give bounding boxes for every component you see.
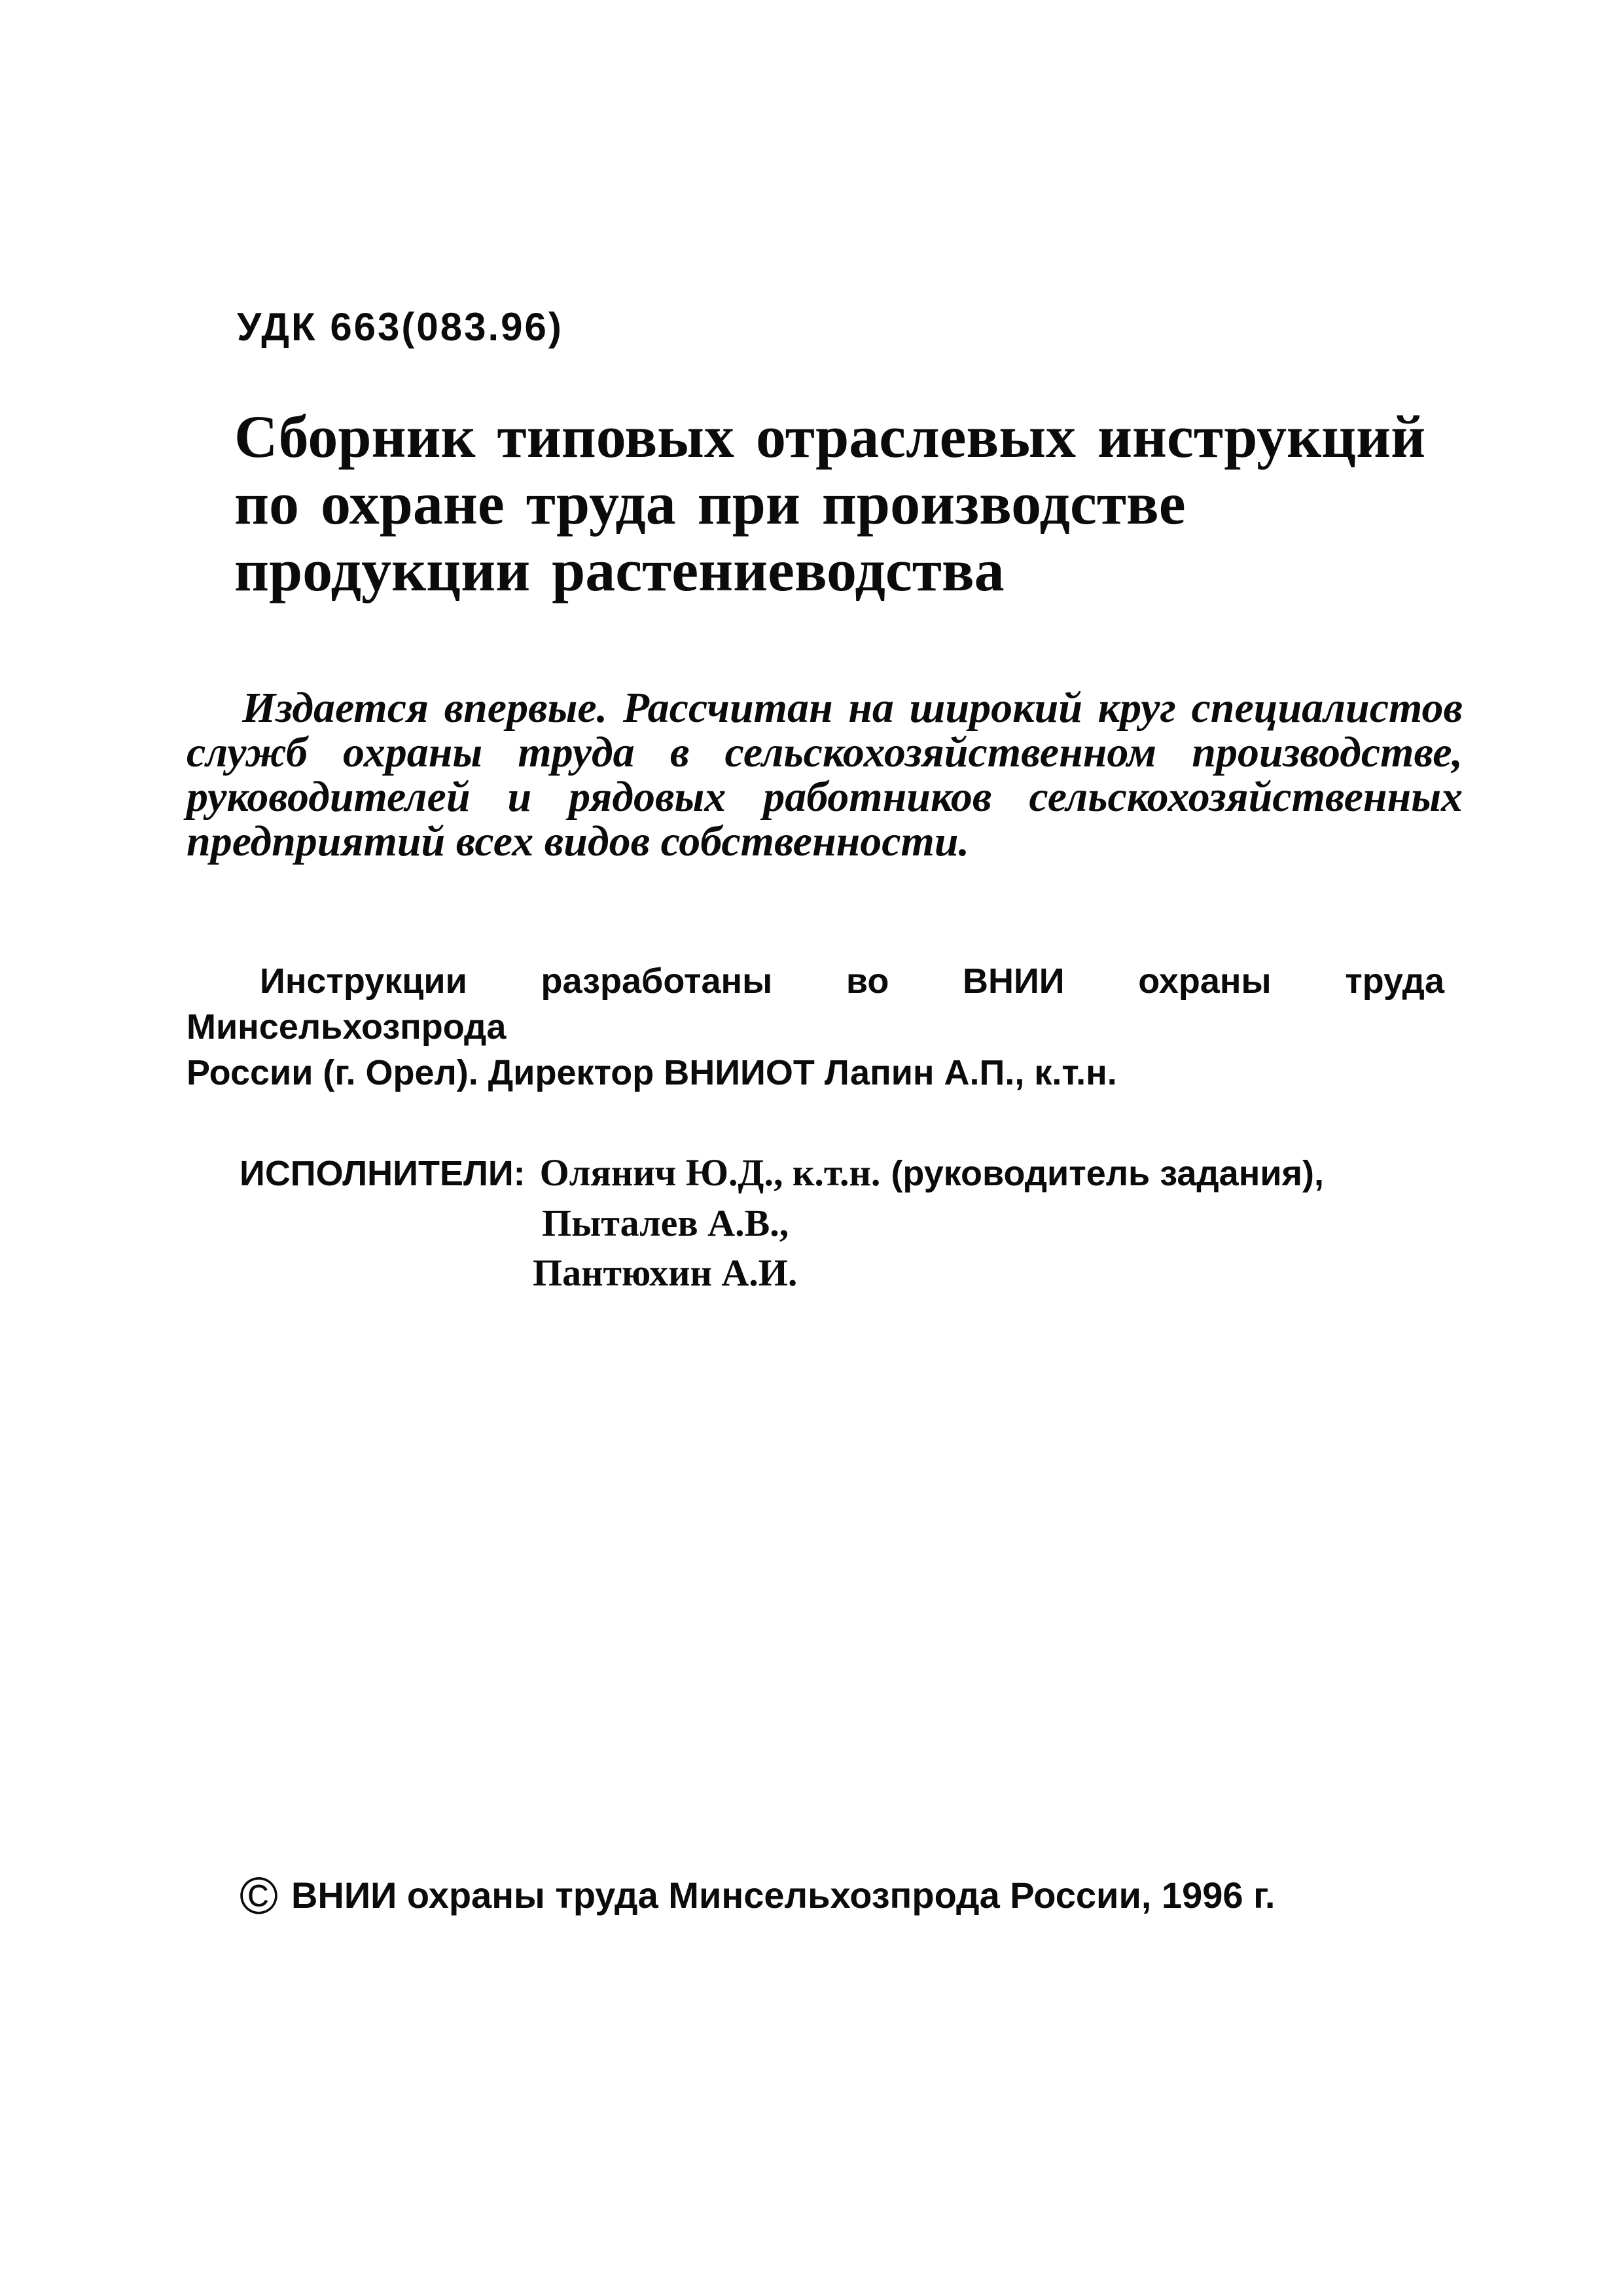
executor-lead-role: (руководитель задания),	[891, 1154, 1325, 1193]
document-title	[234, 403, 1478, 603]
copyright-line	[240, 1867, 1275, 1925]
annotation-line: предприятий всех видов собственности.	[187, 817, 970, 865]
developed-line: России (г. Орел). Директор ВНИИОТ Лапин А.П., к.т.н.	[187, 1053, 1117, 1092]
annotation-line: служб охраны труда в сельскохозяйственном производстве,	[187, 728, 1463, 776]
executors-line-1	[240, 1148, 1418, 1198]
title-line-3: продукции растениеводства	[234, 537, 1005, 603]
executor-name: Пыталев А.В.,	[542, 1202, 789, 1244]
title-line-1: Сборник типовых отраслевых инструкций	[234, 403, 1426, 470]
annotation-line: руководителей и рядовых работников сельскохозяйственных	[187, 773, 1463, 821]
title-line-2: по охране труда при производстве	[234, 470, 1186, 537]
annotation-paragraph	[187, 686, 1463, 864]
executors-label: ИСПОЛНИТЕЛИ:	[240, 1154, 526, 1193]
copyright-text: ВНИИ охраны труда Минсельхозпрода России, 1996 г.	[291, 1874, 1275, 1916]
executor-name: Пантюхин А.И.	[533, 1251, 798, 1294]
annotation-line: Издается впервые. Рассчитан на широкий круг специалистов	[242, 684, 1463, 732]
udk-code: УДК 663(083.96)	[237, 305, 563, 349]
executor-lead-name: Олянич Ю.Д., к.т.н.	[539, 1151, 881, 1194]
developed-by-paragraph	[187, 958, 1444, 1096]
developed-line: Инструкции разработаны во ВНИИ охраны труда Минсельхозпрода	[187, 961, 1444, 1047]
copyright-icon: ©	[240, 1867, 278, 1925]
executors-block	[240, 1148, 1418, 1298]
